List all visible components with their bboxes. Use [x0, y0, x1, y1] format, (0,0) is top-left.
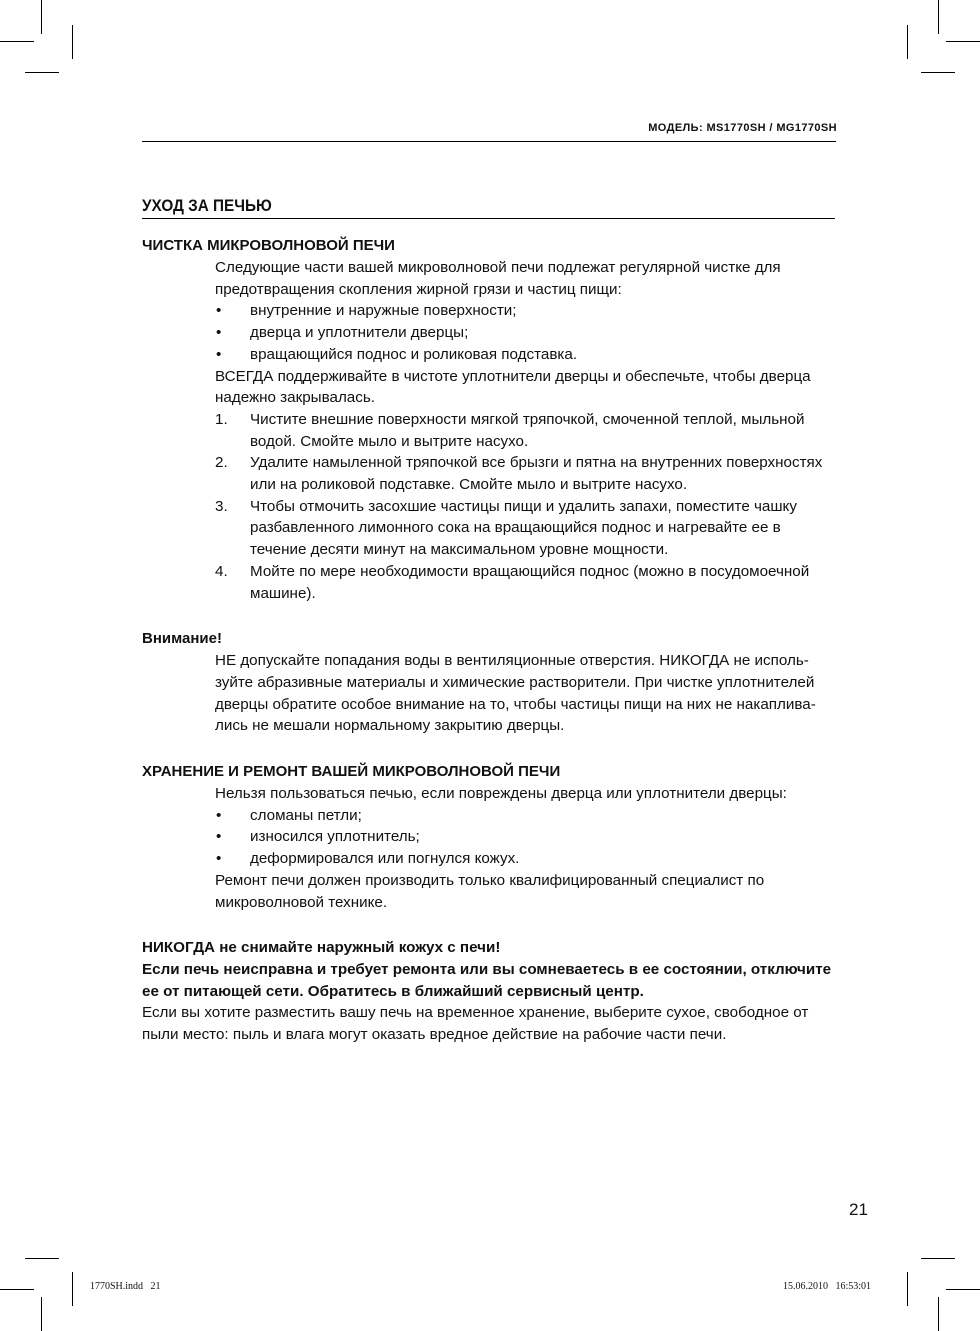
list-item: • внутренние и наружные поверхности; [215, 300, 836, 322]
cleaning-note: ВСЕГДА поддерживайте в чистоте уплотнители дверцы и обеспечьте, чтобы дверца надежно закрывалась. [215, 367, 811, 407]
crop-mark [41, 0, 42, 34]
crop-mark [946, 41, 980, 42]
crop-mark [25, 1258, 59, 1259]
storage-title: ХРАНЕНИЕ И РЕМОНТ ВАШЕЙ МИКРОВОЛНОВОЙ ПЕЧИ [142, 763, 561, 781]
list-item: • износился уплотнитель; [215, 826, 836, 848]
warning-section [142, 937, 836, 1046]
storage-body [215, 783, 836, 913]
cleaning-parts-list [215, 300, 836, 365]
crop-mark [938, 1297, 939, 1331]
attention-text: НЕ допускайте попадания воды в вентиляционные отверстия. НИКОГДА не используйте абразивные материалы и химические растворители. При чистке уплотнителей дверцы обратите особое внимание на то, чтобы частицы пищи на них не накапливались не мешали нормальному закрытию дверцы. [215, 652, 816, 735]
storage-intro: Нельзя пользоваться печью, если повреждены дверца или уплотнители дверцы: [215, 785, 787, 803]
list-item: • сломаны петли; [215, 805, 836, 827]
step-number: 4. [215, 562, 228, 580]
header-divider [142, 141, 836, 142]
cleaning-section [142, 235, 836, 604]
list-item: 2. Удалите намыленной тряпочкой все брызги и пятна на внутренних поверхностях или на роликовой подставке. Смойте мыло и вытрите насухо. [215, 454, 823, 494]
warning-text: Если вы хотите разместить вашу печь на временное хранение, выберите сухое, свободное от пыли место: пыль и влага могут оказать вредное действие на рабочие части печи. [142, 1004, 809, 1044]
crop-mark [907, 1272, 908, 1306]
attention-body [215, 650, 836, 737]
cleaning-title: ЧИСТКА МИКРОВОЛНОВОЙ ПЕЧИ [142, 237, 395, 254]
crop-mark [907, 25, 908, 59]
page-number: 21 [849, 1200, 868, 1219]
list-item: • деформировался или погнулся кожух. [215, 848, 836, 870]
bullet-icon: • [216, 850, 222, 868]
crop-mark [0, 1289, 34, 1290]
crop-mark [921, 72, 955, 73]
list-item: 4. Мойте по мере необходимости вращающийся поднос (можно в посудомоечной машине). [215, 562, 810, 602]
bullet-icon: • [216, 806, 222, 824]
warning-heading: НИКОГДА не снимайте наружный кожух с печи! [142, 939, 501, 957]
list-item: • вращающийся поднос и роликовая подставка. [215, 344, 836, 366]
crop-mark [921, 1258, 955, 1259]
crop-mark [25, 72, 59, 73]
warning-disconnect: Если печь неисправна и требует ремонта или вы сомневаетесь в ее состоянии, отключите ее от питающей сети. Обратитесь в ближайший сервисный центр. [142, 960, 832, 1000]
damage-list [215, 805, 836, 870]
datetime-slug: 15.06.2010 16:53:01 [783, 1281, 872, 1292]
crop-mark [72, 1272, 73, 1306]
list-item: 3. Чтобы отмочить засохшие частицы пищи и удалить запахи, поместите чашку разбавленного лимонного сока на вращающийся поднос и нагревайте ее в течение десяти минут на максимальном уровне мощности. [215, 497, 797, 559]
bullet-icon: • [216, 345, 222, 363]
attention-title: Внимание! [142, 630, 222, 648]
bullet-icon: • [216, 302, 222, 320]
storage-section [142, 761, 836, 913]
crop-mark [41, 1297, 42, 1331]
crop-mark [72, 25, 73, 59]
file-slug: 1770SH.indd 21 [90, 1281, 161, 1292]
attention-section [142, 628, 836, 737]
step-number: 1. [215, 410, 228, 428]
bullet-icon: • [216, 828, 222, 846]
crop-mark [946, 1289, 980, 1290]
page-content [142, 196, 836, 1046]
step-number: 2. [215, 454, 228, 472]
list-item: 1. Чистите внешние поверхности мягкой тряпочкой, смоченной теплой, мыльной водой. Смойте мыло и вытрите насухо. [215, 410, 805, 450]
cleaning-steps-list [215, 409, 836, 604]
model-header: МОДЕЛЬ: MS1770SH / MG1770SH [648, 122, 837, 134]
page-title: УХОД ЗА ПЕЧЬЮ [142, 196, 835, 219]
crop-mark [938, 0, 939, 34]
step-number: 3. [215, 497, 228, 515]
cleaning-body [215, 257, 836, 604]
cleaning-intro: Следующие части вашей микроволновой печи подлежат регулярной чистке для предотвращения скопления жирной грязи и частиц пищи: [215, 259, 781, 298]
bullet-icon: • [216, 324, 222, 342]
list-item: • дверца и уплотнители дверцы; [215, 322, 836, 344]
storage-note: Ремонт печи должен производить только квалифицированный специалист по микроволновой технике. [215, 871, 765, 911]
crop-mark [0, 41, 34, 42]
